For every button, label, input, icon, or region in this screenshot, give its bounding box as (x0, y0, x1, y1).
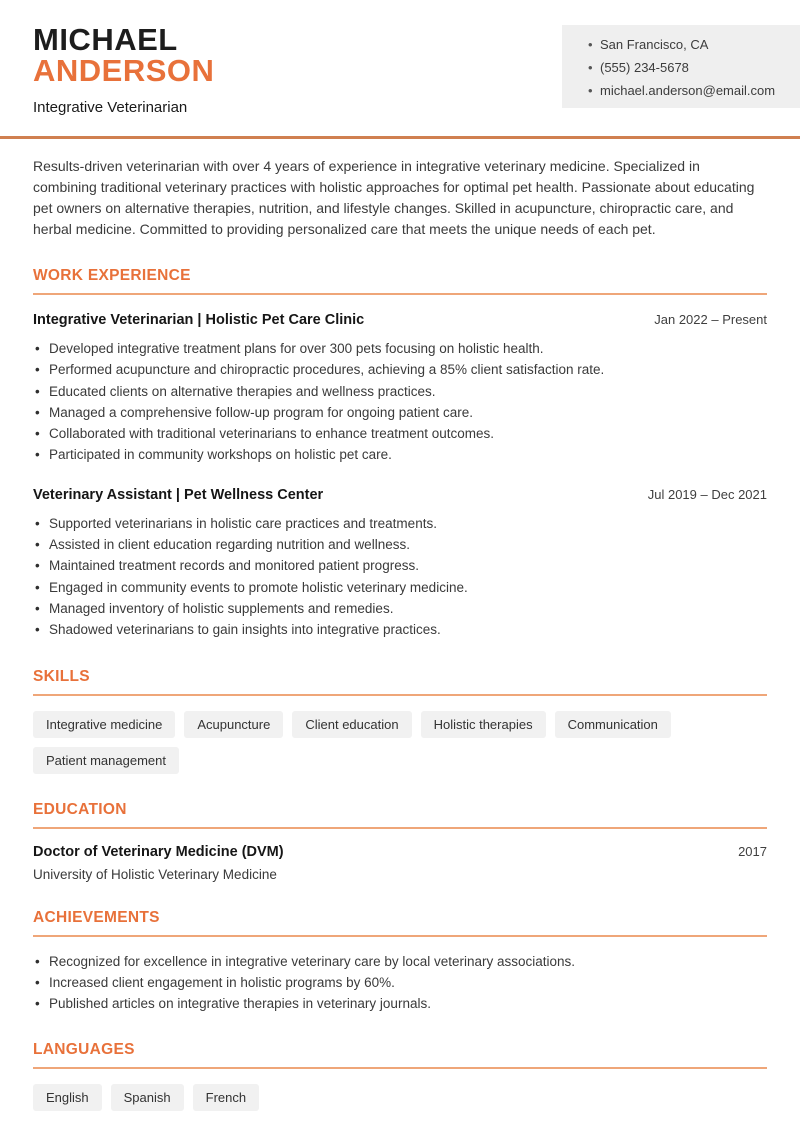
job-entry (33, 312, 767, 466)
bullet-item: • Recognized for excellence in integrative veterinary care by local veterinary associations. (33, 951, 767, 972)
section-heading-education: EDUCATION (33, 800, 127, 818)
bullet-item: • Maintained treatment records and monitored patient progress. (33, 555, 767, 576)
name-block (33, 24, 214, 116)
section-achievements (33, 909, 767, 1015)
language-pill: English (33, 1084, 102, 1111)
education-degree: Doctor of Veterinary Medicine (DVM) (33, 843, 284, 860)
section-rule (33, 293, 767, 295)
section-heading-skills: SKILLS (33, 667, 90, 685)
contact-location (562, 33, 800, 56)
last-name: ANDERSON (33, 53, 215, 88)
summary-paragraph: Results-driven veterinarian with over 4 years of experience in integrative veterinary medicine. Specialized in combining traditional veterinary practices with holistic approaches for optimal pet health. Passionate about educating pet owners on alternative therapies, nutrition, and lifestyle changes. Skilled in acupuncture, chiropractic care, and herbal medicine. Committed to providing personalized care that meets the unique needs of each pet. (33, 158, 755, 237)
bullet-item: • Educated clients on alternative therapies and wellness practices. (33, 381, 767, 402)
contact-email-text: michael.anderson@email.com (600, 83, 776, 98)
section-rule (33, 935, 767, 937)
section-education (33, 801, 767, 882)
skills-pill-row (33, 711, 767, 774)
language-pill: French (193, 1084, 259, 1111)
job-bullet-list (33, 338, 767, 466)
skill-pill: Acupuncture (184, 711, 283, 738)
bullet-item: • Managed a comprehensive follow-up program for ongoing patient care. (33, 402, 767, 423)
skill-pill: Communication (555, 711, 671, 738)
job-entry (33, 487, 767, 641)
bullet-item: • Collaborated with traditional veterinarians to enhance treatment outcomes. (33, 423, 767, 444)
contact-phone-text: (555) 234-5678 (600, 60, 689, 75)
job-title: Integrative Veterinarian | Holistic Pet Care Clinic (33, 312, 365, 328)
bullet-item: • Developed integrative treatment plans for over 300 pets focusing on holistic health. (33, 338, 767, 359)
skill-pill: Holistic therapies (421, 711, 546, 738)
contact-email (562, 79, 800, 102)
achievements-bullet-list (33, 951, 767, 1015)
job-dates: Jan 2022 – Present (654, 312, 767, 327)
education-year: 2017 (738, 843, 767, 859)
job-header (33, 487, 767, 503)
section-heading-languages: LANGUAGES (33, 1041, 135, 1059)
bullet-item: • Supported veterinarians in holistic care practices and treatments. (33, 513, 767, 534)
bullet-item: • Increased client engagement in holistic programs by 60%. (33, 972, 767, 993)
bullet-icon: • (588, 60, 593, 75)
bullet-item: • Engaged in community events to promote holistic veterinary medicine. (33, 577, 767, 598)
section-rule (33, 1067, 767, 1069)
section-work-experience (33, 267, 767, 641)
education-school: University of Holistic Veterinary Medicine (33, 866, 277, 882)
bullet-icon: • (588, 37, 593, 52)
first-name: MICHAEL (33, 22, 178, 57)
section-languages (33, 1041, 767, 1111)
section-rule (33, 827, 767, 829)
resume-body (0, 136, 800, 1111)
job-title: Veterinary Assistant | Pet Wellness Center (33, 486, 324, 503)
job-header (33, 312, 767, 328)
contact-location-text: San Francisco, CA (600, 37, 709, 52)
section-rule (33, 694, 767, 696)
header-divider (0, 136, 800, 139)
job-bullet-list (33, 513, 767, 641)
language-pill: Spanish (111, 1084, 184, 1111)
bullet-item: • Shadowed veterinarians to gain insights into integrative practices. (33, 619, 767, 640)
education-header (33, 844, 767, 860)
bullet-item: • Published articles on integrative therapies in veterinary journals. (33, 993, 767, 1014)
contact-phone (562, 56, 800, 79)
skill-pill: Client education (292, 711, 411, 738)
bullet-item: • Participated in community workshops on holistic pet care. (33, 444, 767, 465)
languages-pill-row (33, 1084, 767, 1111)
section-skills (33, 668, 767, 774)
skill-pill: Integrative medicine (33, 711, 175, 738)
header (0, 0, 800, 136)
skill-pill: Patient management (33, 747, 179, 774)
section-heading-work-experience: WORK EXPERIENCE (33, 267, 191, 284)
bullet-item: • Performed acupuncture and chiropractic procedures, achieving a 85% client satisfaction rate. (33, 359, 767, 380)
contact-card (562, 25, 800, 108)
education-entry (33, 844, 767, 882)
bullet-icon: • (588, 83, 593, 98)
bullet-item: • Assisted in client education regarding nutrition and wellness. (33, 534, 767, 555)
bullet-item: • Managed inventory of holistic supplements and remedies. (33, 598, 767, 619)
header-job-title: Integrative Veterinarian (33, 99, 188, 116)
section-heading-achievements: ACHIEVEMENTS (33, 908, 160, 926)
job-dates: Jul 2019 – Dec 2021 (647, 486, 767, 502)
